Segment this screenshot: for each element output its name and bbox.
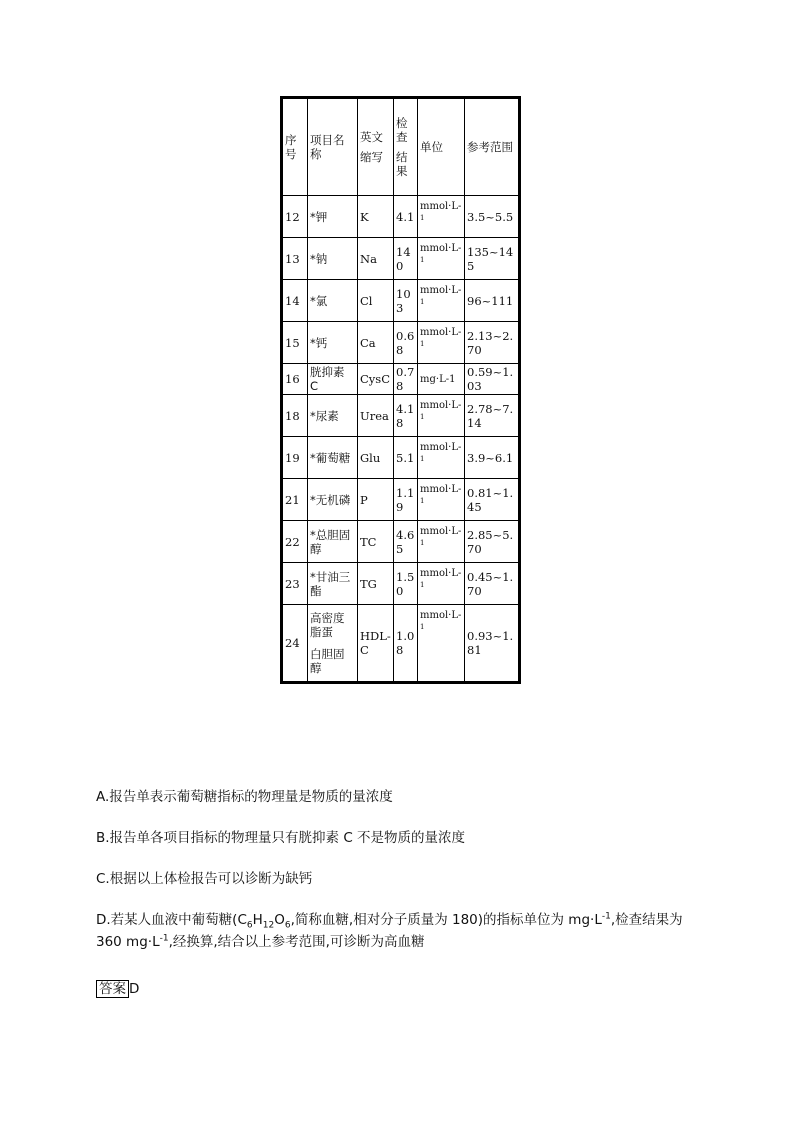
subscript: 12: [262, 920, 275, 931]
option-c: C.根据以上体检报告可以诊断为缺钙: [96, 871, 313, 887]
cell-item-name: *钾: [308, 196, 358, 238]
header-no: 序 号: [282, 98, 308, 196]
cell-item-name: *葡萄糖: [308, 437, 358, 479]
table-row: [282, 563, 520, 605]
cell-unit-subline: 1: [420, 413, 425, 421]
cell-item-name-line1: 高密度脂蛋: [310, 611, 345, 639]
cell-no: 13: [282, 238, 308, 280]
option-d-text-2: ,简称血糖,相对分子质量为 180)的指标单位为 mg·L: [290, 912, 602, 928]
option-a: A.报告单表示葡萄糖指标的物理量是物质的量浓度: [96, 789, 393, 805]
cell-range: 2.13~2.70: [465, 322, 520, 364]
cell-unit-subline: 1: [420, 298, 425, 306]
cell-range: 96~111: [465, 280, 520, 322]
header-range: 参考范围: [465, 98, 520, 196]
cell-range: 2.78~7.14: [465, 395, 520, 437]
cell-unit-text: mmol·L-: [420, 243, 462, 254]
cell-no: 14: [282, 280, 308, 322]
cell-result: 1.50: [394, 563, 418, 605]
cell-item-name: [308, 605, 358, 683]
cell-no: 21: [282, 479, 308, 521]
cell-item-name: *氯: [308, 280, 358, 322]
cell-unit: [418, 479, 465, 521]
cell-item-name: *甘油三酯: [308, 563, 358, 605]
cell-range: 0.59~1.03: [465, 364, 520, 395]
cell-range: 0.81~1.45: [465, 479, 520, 521]
option-d-text-1: D.若某人血液中葡萄糖(C: [96, 912, 247, 928]
cell-unit: [418, 563, 465, 605]
cell-result: 140: [394, 238, 418, 280]
cell-result: 1.08: [394, 605, 418, 683]
cell-abbr: TC: [358, 521, 394, 563]
cell-unit-text: mmol·L-: [420, 442, 462, 453]
cell-result: 4.65: [394, 521, 418, 563]
option-d-text-3: ,检查结果为: [610, 912, 683, 928]
header-abbr: 英文 缩写: [358, 98, 394, 196]
table-header-row: [282, 98, 520, 196]
cell-no: 23: [282, 563, 308, 605]
cell-unit-subline: 1: [420, 539, 425, 547]
cell-item-name-line2: 白胆固醇: [310, 647, 345, 675]
cell-unit-text: mg·L-1: [420, 374, 456, 385]
superscript: -1: [601, 911, 611, 922]
cell-unit-text: mmol·L-: [420, 327, 462, 338]
superscript: -1: [159, 933, 169, 944]
cell-abbr: Cl: [358, 280, 394, 322]
cell-no: 12: [282, 196, 308, 238]
cell-item-name: *无机磷: [308, 479, 358, 521]
cell-abbr: Ca: [358, 322, 394, 364]
cell-item-name: 胱抑素 C: [308, 364, 358, 395]
cell-unit-text: mmol·L-: [420, 285, 462, 296]
cell-range: 3.9~6.1: [465, 437, 520, 479]
subscript: 6: [246, 920, 253, 931]
table-row: [282, 479, 520, 521]
cell-unit: [418, 322, 465, 364]
cell-unit: [418, 521, 465, 563]
cell-unit-subline: 1: [420, 497, 425, 505]
cell-abbr: Na: [358, 238, 394, 280]
option-d: [96, 909, 716, 953]
cell-no: 15: [282, 322, 308, 364]
cell-unit-text: mmol·L-: [420, 610, 462, 621]
answer-tag: 答案: [96, 980, 129, 998]
option-d-o: O: [274, 912, 285, 928]
cell-unit: [418, 364, 465, 395]
cell-range: 2.85~5.70: [465, 521, 520, 563]
option-d-h: H: [252, 912, 263, 928]
cell-unit-subline: 1: [420, 256, 425, 264]
cell-range: 135~145: [465, 238, 520, 280]
cell-abbr: P: [358, 479, 394, 521]
cell-unit-text: mmol·L-: [420, 400, 462, 411]
cell-abbr: Glu: [358, 437, 394, 479]
cell-unit-subline: 1: [420, 581, 425, 589]
cell-result: 5.1: [394, 437, 418, 479]
cell-abbr: HDL-C: [358, 605, 394, 683]
answer-value: D: [129, 981, 140, 997]
lab-report-table: [280, 96, 521, 684]
cell-unit: [418, 395, 465, 437]
cell-unit-text: mmol·L-: [420, 201, 462, 212]
cell-result: 4.1: [394, 196, 418, 238]
cell-unit-subline: 1: [420, 623, 425, 631]
header-result: 检 查 结 果: [394, 98, 418, 196]
cell-result: 103: [394, 280, 418, 322]
cell-range: 0.45~1.70: [465, 563, 520, 605]
cell-result: 1.19: [394, 479, 418, 521]
cell-unit-text: mmol·L-: [420, 568, 462, 579]
cell-result: 0.78: [394, 364, 418, 395]
table-row: [282, 238, 520, 280]
cell-range: 3.5~5.5: [465, 196, 520, 238]
subscript: 6: [284, 920, 291, 931]
cell-unit-text: mmol·L-: [420, 484, 462, 495]
cell-unit-text: mmol·L-: [420, 526, 462, 537]
cell-abbr: Urea: [358, 395, 394, 437]
table-row: [282, 196, 520, 238]
header-unit: 单位: [418, 98, 465, 196]
table-row: [282, 364, 520, 395]
cell-unit: [418, 238, 465, 280]
cell-unit-subline: 1: [420, 214, 425, 222]
cell-result: 0.68: [394, 322, 418, 364]
cell-abbr: TG: [358, 563, 394, 605]
cell-item-name: *总胆固醇: [308, 521, 358, 563]
cell-unit: [418, 605, 465, 683]
cell-abbr: K: [358, 196, 394, 238]
answer-options: [96, 786, 716, 972]
cell-unit: [418, 437, 465, 479]
table-row: [282, 322, 520, 364]
table-row: [282, 395, 520, 437]
cell-result: 4.18: [394, 395, 418, 437]
cell-unit-subline: 1: [420, 455, 425, 463]
cell-no: 19: [282, 437, 308, 479]
option-b: B.报告单各项目指标的物理量只有胱抑素 C 不是物质的量浓度: [96, 830, 466, 846]
header-item-name: 项目名称: [308, 98, 358, 196]
option-d-text-5: ,经换算,结合以上参考范围,可诊断为高血糖: [168, 934, 425, 950]
cell-no: 16: [282, 364, 308, 395]
answer-line: [96, 977, 139, 997]
option-d-text-4: 360 mg·L: [96, 934, 160, 950]
cell-item-name: *钙: [308, 322, 358, 364]
cell-range: 0.93~1.81: [465, 605, 520, 683]
table-row: [282, 280, 520, 322]
cell-unit: [418, 280, 465, 322]
cell-item-name: *钠: [308, 238, 358, 280]
cell-no: 18: [282, 395, 308, 437]
cell-unit-subline: 1: [420, 340, 425, 348]
table-row: [282, 437, 520, 479]
cell-no: 22: [282, 521, 308, 563]
cell-item-name: *尿素: [308, 395, 358, 437]
cell-unit: [418, 196, 465, 238]
cell-no: 24: [282, 605, 308, 683]
table-row: [282, 605, 520, 683]
cell-abbr: CysC: [358, 364, 394, 395]
table-row: [282, 521, 520, 563]
